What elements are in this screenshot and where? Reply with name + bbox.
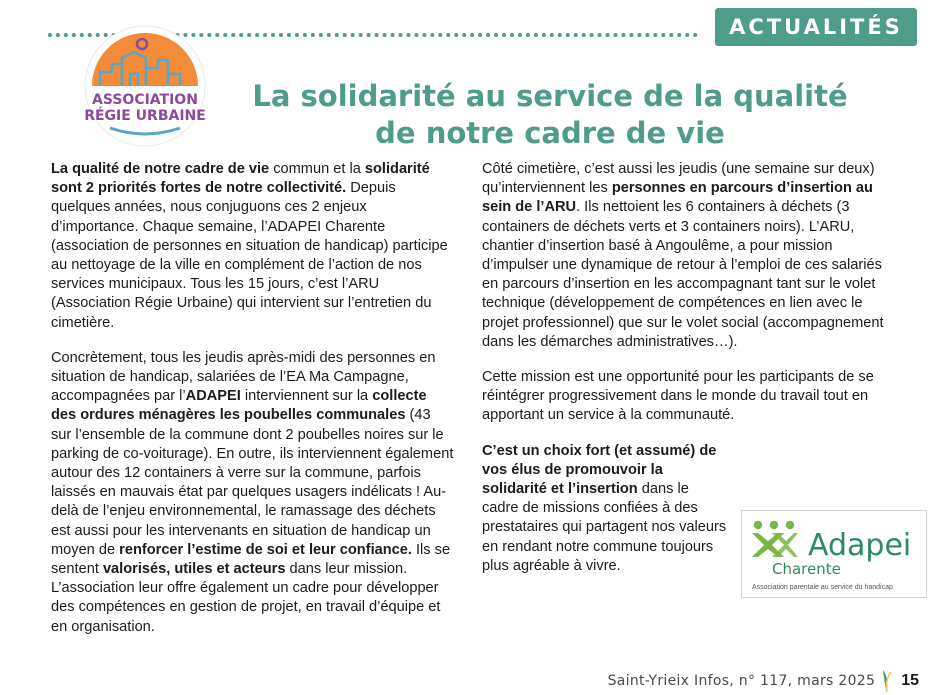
emphasis-text: solidarité sont 2 priorités fortes de notre collectivité.	[51, 161, 430, 197]
body-text: Depuis quelques années, nous conjuguons ces 2 enjeux d’importance. Chaque semaine, l’ADAPEI Charente (association de personnes en situation de handicap) participe au nettoyage de la ville en complément de l’action de nos services municipaux. Tous les 15 jours, c’est l’ARU (Association Régie Urbaine) qui intervient sur l’entretien du cimetière.	[51, 180, 448, 331]
body-text: Cette mission est une opportunité pour les participants de se réintégrer progressivement dans le monde du travail tout en apportant un service à la communauté.	[482, 369, 874, 424]
column-left	[51, 160, 454, 653]
paragraph	[51, 160, 454, 333]
adapei-tagline: Association parentale au service du handicap	[752, 584, 893, 591]
title-line-1: La solidarité au service de la qualité	[252, 79, 848, 113]
body-text: Côté cimetière, c’est aussi les jeudis (une semaine sur deux) qu’interviennent les	[482, 161, 875, 197]
page-footer	[608, 670, 919, 692]
body-text: . Ils nettoient les 6 containers à déchets (3 containers de déchets verts et 3 containers noirs). L’ARU, chantier d’insertion basé à Angoulême, a pour mission d’impulser une dynamique de retour à l’emploi de ces salariés en parcours d’insertion en les accompagnant tant sur le volet technique (développement de compétences en lien avec le projet professionnel) que sur le volet social (accompagnement dans les démarches administratives…).	[482, 199, 884, 350]
emphasis-text: renforcer l’estime de soi et leur confiance.	[119, 541, 412, 558]
body-text: dans leur mission. L’association leur offre également un cadre pour développer des compétences en gestion de projet, en travail d’équipe et en organisation.	[51, 561, 441, 635]
emphasis-text: ADAPEI	[185, 388, 241, 405]
leaf-icon	[881, 670, 893, 692]
section-badge: ACTUALITÉS	[715, 8, 917, 46]
title-line-2: de notre cadre de vie	[375, 116, 725, 150]
adapei-region: Charente	[772, 560, 841, 578]
body-text: commun et la	[269, 161, 365, 177]
adapei-figures-icon	[752, 521, 798, 557]
body-text: interviennent sur la	[240, 388, 373, 405]
body-text: Ils se sentent	[51, 541, 451, 578]
emphasis-text: collecte des ordures ménagères les poubelles communales	[51, 388, 427, 424]
body-text: dans le cadre de missions confiées à des prestataires qui partagent nos valeurs en rendant notre commune toujours plus agréable à vivre.	[482, 481, 727, 574]
emphasis-text: valorisés, utiles et acteurs	[102, 561, 286, 578]
aru-logo	[70, 24, 220, 154]
emphasis-text: personnes en parcours d’insertion au sein de l’ARU	[482, 180, 873, 216]
logo-line1: ASSOCIATION	[92, 92, 198, 108]
publication-info: Saint-Yrieix Infos, n° 117, mars 2025	[607, 673, 876, 689]
adapei-name: Adapei	[808, 528, 912, 563]
paragraph	[482, 368, 887, 426]
adapei-logo	[741, 510, 927, 598]
paragraph	[51, 349, 454, 637]
emphasis-text: C’est un choix fort (et assumé) de vos élus de promouvoir la solidarité et l’insertion	[482, 442, 717, 498]
paragraph	[482, 442, 727, 576]
emphasis-text: La qualité de notre cadre de vie	[51, 161, 270, 177]
paragraph	[482, 160, 887, 352]
page-number: 15	[901, 672, 919, 689]
body-text: (43 sur l’ensemble de la commune dont 2 poubelles noires sur le parking de co-voiturage). En outre, ils interviennent également autour des 12 containers à verre sur la commune, parfois laissés en mauvais état par quelques usagers indélicats ! Au-delà de l’enjeu environnemental, le ramassage des déchets est aussi pour les intervenants en situation de handicap un moyen de	[51, 407, 454, 558]
article-title	[230, 78, 870, 152]
body-text: Concrètement, tous les jeudis après-midi des personnes en situation de handicap, salariées de l’EA Ma Campagne, accompagnées par l’	[51, 349, 436, 405]
logo-line2: RÉGIE URBAINE	[84, 108, 206, 124]
